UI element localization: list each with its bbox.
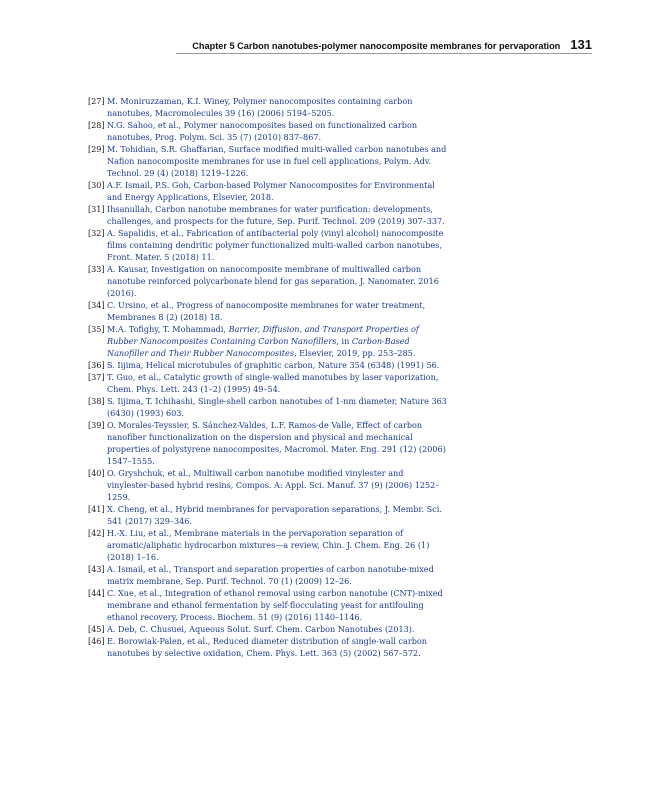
reference-item <box>88 359 448 371</box>
reference-text[interactable] <box>107 324 419 358</box>
reference-authors: M.A. Tofighy, T. Mohammadi, <box>107 324 229 334</box>
reference-text[interactable]: C. Ursino, et al., Progress of nanocomposite membranes for water treatment, Membranes 8 (2) (2018) 18. <box>107 300 426 322</box>
reference-item <box>88 635 448 659</box>
reference-text[interactable]: E. Borowiak-Palen, et al., Reduced diameter distribution of single-wall carbon nanotubes by selective oxidation, Chem. Phys. Lett. 363 (5) (2002) 567–572. <box>107 636 427 658</box>
reference-text[interactable]: T. Guo, et al., Catalytic growth of single-walled manotubes by laser vaporization, Chem. Phys. Lett. 243 (1–2) (1995) 49–54. <box>107 372 439 394</box>
reference-text[interactable]: A. Ismail, et al., Transport and separation properties of carbon nanotube-mixed matrix membrane, Sep. Purif. Technol. 70 (1) (2009) 12–26. <box>107 564 434 586</box>
reference-book-title: Carbon-Based Nanofiller and Their Rubber Nanocomposites <box>107 336 410 358</box>
reference-text[interactable]: A. Deb, C. Chusuei, Aqueous Solut. Surf. Chem. Carbon Nanotubes (2013). <box>107 624 415 634</box>
reference-text[interactable]: A.F. Ismail, P.S. Goh, Carbon-based Polymer Nanocomposites for Environmental and Energy Applications, Elsevier, 2018. <box>107 180 435 202</box>
reference-item <box>88 263 448 299</box>
chapter-title: Chapter 5 Carbon nanotubes-polymer nanocomposite membranes for pervaporation <box>192 41 561 51</box>
reference-item <box>88 527 448 563</box>
reference-number: [46] <box>88 636 105 646</box>
reference-item <box>88 323 448 359</box>
reference-number: [34] <box>88 300 105 310</box>
reference-text[interactable]: M. Tohidian, S.R. Ghaffarian, Surface modified multi-walled carbon nanotubes and Nafion nanocomposite membranes for use in fuel cell applications, Polym. Adv. Technol. 29 (4) (2018) 1219–1226. <box>107 144 447 178</box>
reference-chapter-title: Barrier, Diffusion, and Transport Properties of Rubber Nanocomposites Containing Carbon Nanofillers <box>107 324 419 346</box>
reference-text[interactable]: Ihsanullah, Carbon nanotube membranes for water purification: developments, challenges, and prospects for the future, Sep. Purif. Technol. 209 (2019) 307–337. <box>107 204 445 226</box>
reference-text[interactable]: A. Kausar, Investigation on nanocomposite membrane of multiwalled carbon nanotube reinforced polycarbonate blend for gas separation, J. Nanomater. 2016 (2016). <box>107 264 439 298</box>
reference-item <box>88 623 448 635</box>
reference-number: [39] <box>88 420 105 430</box>
reference-text[interactable]: H.-X. Liu, et al., Membrane materials in the pervaporation separation of aromatic/aliphatic hydrocarbon mixtures—a review, Chin. J. Chem. Eng. 26 (1) (2018) 1–16. <box>107 528 430 562</box>
reference-item <box>88 395 448 419</box>
reference-item <box>88 143 448 179</box>
reference-number: [42] <box>88 528 105 538</box>
reference-item <box>88 95 448 119</box>
reference-text[interactable]: A. Sapalidis, et al., Fabrication of antibacterial poly (vinyl alcohol) nanocomposite films containing dendritic polymer functionalized multi-walled carbon nanotubes, Front. Mater. 5 (2018) 11. <box>107 228 444 262</box>
reference-number: [31] <box>88 204 105 214</box>
reference-item <box>88 179 448 203</box>
reference-text[interactable]: S. Iijima, Helical microtubules of graphitic carbon, Nature 354 (6348) (1991) 56. <box>107 360 440 370</box>
reference-number: [27] <box>88 96 105 106</box>
reference-number: [43] <box>88 564 105 574</box>
reference-number: [35] <box>88 324 105 334</box>
reference-number: [36] <box>88 360 105 370</box>
reference-text[interactable]: S. Iijima, T. Ichihashi, Single-shell carbon nanotubes of 1-nm diameter, Nature 363 (6430) (1993) 603. <box>107 396 447 418</box>
reference-item <box>88 587 448 623</box>
reference-text[interactable]: O. Gryshchuk, et al., Multiwall carbon nanotube modified vinylester and vinylester-based hybrid resins, Compos. A: Appl. Sci. Manuf. 37 (9) (2006) 1252–1259. <box>107 468 440 502</box>
reference-text[interactable]: M. Moniruzzaman, K.I. Winey, Polymer nanocomposites containing carbon nanotubes, Macromolecules 39 (16) (2006) 5194–5205. <box>107 96 413 118</box>
reference-number: [44] <box>88 588 105 598</box>
reference-number: [37] <box>88 372 105 382</box>
reference-publisher: , Elsevier, 2019, pp. 253–285. <box>294 348 416 358</box>
reference-number: [45] <box>88 624 105 634</box>
reference-number: [41] <box>88 504 105 514</box>
reference-text[interactable]: C. Xue, et al., Integration of ethanol removal using carbon nanotube (CNT)-mixed membrane and ethanol fermentation by self-flocculating yeast for antifouling ethanol recovery, Process. Biochem. 51 (9) (2016) 1140–1146. <box>107 588 443 622</box>
reference-number: [32] <box>88 228 105 238</box>
reference-item <box>88 203 448 227</box>
reference-item <box>88 419 448 467</box>
running-header <box>0 36 592 54</box>
reference-text[interactable]: N.G. Sahoo, et al., Polymer nanocomposites based on functionalized carbon nanotubes, Prog. Polym. Sci. 35 (7) (2010) 837–867. <box>107 120 418 142</box>
reference-number: [29] <box>88 144 105 154</box>
reference-connector: , in <box>336 336 352 346</box>
reference-text[interactable]: O. Morales-Teyssier, S. Sánchez-Valdes, L.F. Ramos-de Valle, Effect of carbon nanofiber functionalization on the dispersion and physical and mechanical properties of polystyrene nanocomposites, Macromol. Mater. Eng. 291 (12) (2006) 1547–1555. <box>107 420 446 466</box>
reference-item <box>88 119 448 143</box>
reference-number: [30] <box>88 180 105 190</box>
reference-number: [38] <box>88 396 105 406</box>
reference-item <box>88 503 448 527</box>
reference-number: [40] <box>88 468 105 478</box>
reference-item <box>88 299 448 323</box>
header-divider <box>176 53 592 54</box>
reference-number: [28] <box>88 120 105 130</box>
reference-list <box>88 95 448 659</box>
reference-number: [33] <box>88 264 105 274</box>
reference-item <box>88 227 448 263</box>
reference-item <box>88 563 448 587</box>
reference-item <box>88 371 448 395</box>
reference-text[interactable]: X. Cheng, et al., Hybrid membranes for pervaporation separations, J. Membr. Sci. 541 (2017) 329–346. <box>107 504 442 526</box>
reference-item <box>88 467 448 503</box>
page-number: 131 <box>570 37 592 52</box>
